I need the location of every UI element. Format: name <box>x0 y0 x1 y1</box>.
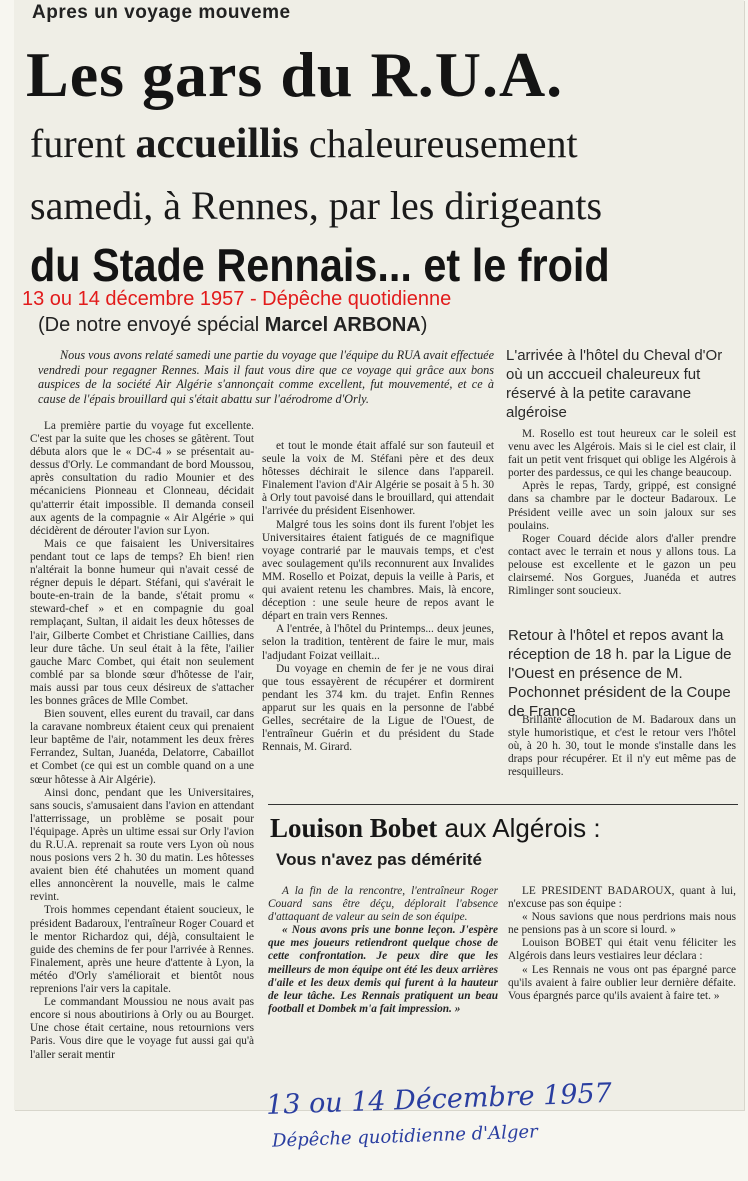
column-1 <box>30 420 254 1062</box>
bobet-title-b: aux Algérois : <box>437 813 601 843</box>
byline-suffix: ) <box>420 314 428 336</box>
paragraph: A l'entrée, à l'hôtel du Printemps... deux jeunes, selon la tradition, tentèrent de faire le mur, mais l'adjudant Foizat veillait... <box>262 623 494 662</box>
paragraph: Roger Couard décide alors d'aller prendre contact avec le terrain et nous y allons tous. La pelouse est excellente et le gazon un peu clairsemé. Nos Gorgues, Juanéda et autres Rimlinger sont soucieux. <box>508 532 736 598</box>
handwritten-date: 13 ou 14 Décembre 1957 <box>265 1077 613 1122</box>
column-3 <box>508 428 736 598</box>
paragraph: « Nous avons pris une bonne leçon. J'espère que mes joueurs retiendront quelque chose de cette confrontation. Je peux dire que les meilleurs de mon équipe ont été les deux arrières d'aile et les deux demis qui furent à la hauteur de leur tâche. Les Rennais pratiquent un beau football et Dombek m'a fait impression. » <box>268 924 498 1015</box>
bobet-subtitle: Vous n'avez pas démérité <box>276 850 482 869</box>
column-4 <box>268 885 498 1016</box>
paragraph: La première partie du voyage fut excellente. C'est par la suite que les choses se gâtèrent. Tout débuta alors que le « DC-4 » se présentait au-dessus d'Orly. Le commandant de bord Moussou, après consultation du radio Mounier et des mécaniciens Pionneau et Clonneau, décidait qu'atterrir était impossible. Il demanda conseil aux agents de la compagnie « Air Algérie » qui décidèrent de dérouter l'avion sur Lyon. <box>30 420 254 537</box>
date-caption: 13 ou 14 décembre 1957 - Dépêche quotidienne <box>22 288 452 310</box>
headline-2-b: accueillis <box>135 121 299 167</box>
paragraph: « Les Rennais ne vous ont pas épargné parce qu'ils avaient à faire oublier leur dernière défaite. Vous épargnés parce qu'ils avaient à faire tet. » <box>508 963 736 1002</box>
paragraph: et tout le monde était affalé sur son fauteuil et seule la voix de M. Stéfani père et des deux hôtesses déchirait le silence dans l'appareil. Finalement l'avion d'Air Algérie se posait à 5 h. 30 à Orly tout pavoisé dans le brouillard, qui attendait l'arrivée du président Eisenhower. <box>262 440 494 518</box>
byline-prefix: (De notre envoyé spécial <box>38 314 265 336</box>
divider <box>268 804 738 805</box>
headline-main: Les gars du R.U.A. <box>26 39 564 110</box>
lead-paragraph: Nous vous avons relaté samedi une partie du voyage que l'équipe du RUA avait effectuée vendredi pour regagner Rennes. Mais il faut vous dire que ce voyage qui grâce aux bons auspices de la société Air Algérie s'annonçait comme excellent, fut mouvementé, et ce à cause de l'épais brouillard qui s'était abattu sur l'aérodrome d'Orly. <box>38 348 494 406</box>
paragraph: Brillante allocution de M. Badaroux dans un style humoristique, et c'est le retour vers l'hôtel où, à 20 h. 30, tout le monde s'installe dans les draps pour récupérer. Et il n'y eut même pas de resquilleurs. <box>508 714 736 779</box>
headline-line-3: samedi, à Rennes, par les dirigeants <box>30 183 603 228</box>
byline <box>38 314 427 337</box>
paragraph: Malgré tous les soins dont ils furent l'objet les Universitaires étaient fatigués de ce magnifique voyage contrarié par le mauvais temps, et c'est avec soulagement qu'ils reconnurent aux Invalides MM. Rosello et Poizat, depuis la veille à Paris, et qui avaient retenu les chambres. Mais, là encore, déception : une seule heure de repos avant le départ en train vers Rennes. <box>262 518 494 623</box>
paragraph: A la fin de la rencontre, l'entraîneur Roger Couard sans être déçu, déplorait l'absence d'attaquant de valeur au sein de son équipe. <box>268 885 498 924</box>
paragraph: Le commandant Moussiou ne nous avait pas encore si nous aboutirions à Orly ou au Bourget. Une chose était certaine, nous retournions vers Paris. Vous dire que le voyage fut aussi gai qu'à l'aller serait mentir <box>30 996 254 1061</box>
bobet-title <box>270 813 601 844</box>
paragraph: Louison BOBET qui était venu féliciter les Algérois dans leurs vestiaires leur déclara : <box>508 937 736 963</box>
paragraph: Trois hommes cependant étaient soucieux, le président Badaroux, l'entraîneur Roger Couard et le mentor Richardoz qui, déjà, consultaient le guide des chemins de fer pour l'arrivée à Rennes. Finalement, après une heure d'attente à Lyon, la météo d'Orly s'améliorait et bientôt nous reprenions l'air vers la capitale. <box>30 904 254 996</box>
paragraph: M. Rosello est tout heureux car le soleil est venu avec les Algérois. Mais si le ciel est clair, il fait un petit vent frisquet qui oblige les Algérois à porter des pardessus, ce qui les change beaucoup. <box>508 428 736 480</box>
column-3b <box>508 714 736 779</box>
headline-2-c: chaleureusement <box>298 121 578 166</box>
subhead-arrival: L'arrivée à l'hôtel du Cheval d'Or où un acccueil chaleureux fut réservé à la petite caravane algéroise <box>506 347 723 421</box>
paragraph: Ainsi donc, pendant que les Universitaires, sans soucis, s'amusaient dans l'avion en attendant l'atterrissage, un problème se posait pour l'équipage. Après un ultime essai sur Orly l'avion du R.U.A. reprenait sa route vers Lyon où nous nous posions vers 2 h. 30 du matin. Les hôtesses avaient bien été chahutées un moment quand elles annoncèrent la nouvelle, mais le calme revint. <box>30 786 254 904</box>
headline-line-2 <box>30 120 578 168</box>
paragraph: Du voyage en chemin de fer je ne vous dirai que tous essayèrent de récupérer et dormirent pendant les 374 km. du trajet. Enfin Rennes apparut sur les quais en la personne de l'abbé Gelles, secrétaire de la Ligue de l'Ouest, de l'entraîneur Guérin et du président du Stade Rennais, M. Girard. <box>262 662 494 754</box>
paragraph: LE PRESIDENT BADAROUX, quant à lui, n'excuse pas son équipe : <box>508 885 736 911</box>
headline-2-a: furent <box>30 121 136 166</box>
column-2 <box>262 440 494 754</box>
bobet-title-a: Louison Bobet <box>270 813 438 843</box>
paragraph: « Nous savions que nous perdrions mais nous ne pensions pas à un score si lourd. » <box>508 911 736 937</box>
paragraph: Après le repas, Tardy, grippé, est consigné dans sa chambre par le docteur Badaroux. Le Président veille avec un soin jaloux sur ses poulains. <box>508 480 736 532</box>
subhead-reception: Retour à l'hôtel et repos avant la réception de 18 h. par la Ligue de l'Ouest en présence de M. Pochonnet président de la Coupe de France <box>508 627 732 720</box>
headline-line-4: du Stade Rennais... et le froid <box>30 239 610 291</box>
column-5 <box>508 885 736 1003</box>
paragraph: Bien souvent, elles eurent du travail, car dans la caravane nombreux étaient ceux qui prenaient leur baptême de l'air, notamment les deux frères Ferrandez, Sultan, Juanéda, Delatorre, Cabaillot et Combet (ce qui est un comble quand on a une sœur hôtesse à Air Algérie). <box>30 708 254 786</box>
paragraph: Mais ce que faisaient les Universitaires pendant tout ce laps de temps? Eh bien! rien n'altérait la bonne humeur qui n'avait cessé de régner depuis le départ. Stéfani, qui s'avérait le boute-en-train de la bande, s'était promu « steward-chef » et en compagnie du goal remplaçant, Sultan, il aidait les deux hôtesses de l'air, Gilberte Combet et Christiane Caillies, dans leur dure tâche. Un seul était à la fête, l'ailier gauche Marc Combet, qui était non seulement comblé par sa blonde sœur d'hôtesse de l'air, mais aussi par tous ceux désireux de s'attacher les bonnes grâces de Mlle Combet. <box>30 537 254 707</box>
byline-name: Marcel ARBONA <box>264 314 421 336</box>
handwritten-source: Dépêche quotidienne d'Alger <box>271 1121 539 1152</box>
kicker: Apres un voyage mouveme <box>32 2 291 23</box>
